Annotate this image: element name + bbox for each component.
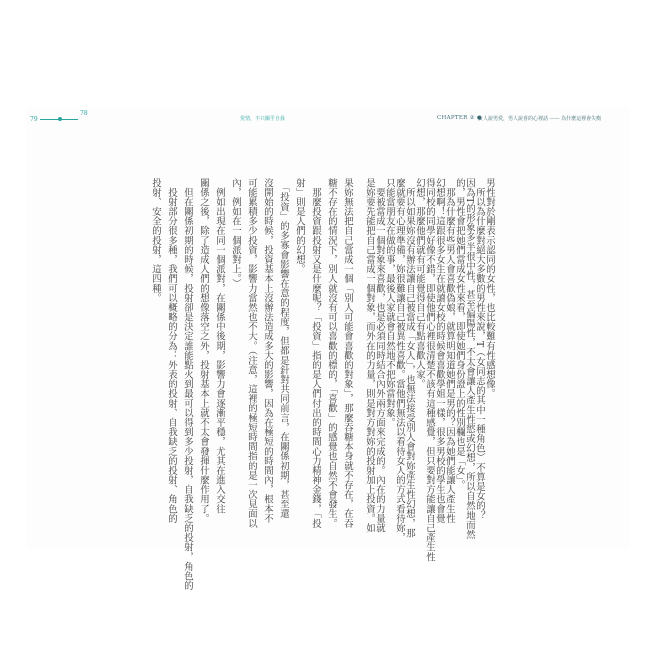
text-column: 幻想啊！這跟很多女生在就讀女校的時候會喜歡學姐一樣，很多男校的學生也會覺 bbox=[434, 178, 445, 524]
text-column: 的，男性會把她們當成女性來看，即使她們身份證上的性別欄也是「女」。 bbox=[454, 178, 465, 490]
text-column: 果妳無法把自己當成一個「別人可能會喜歡的對象」，那麼吞糖本身就不存在，在吞 bbox=[342, 178, 353, 529]
text-column: 關係之後，除了造成人們的想像落空之外，投射基本上就不太會發揮什麼作用了。 bbox=[198, 178, 209, 524]
left-page-number: 79 bbox=[30, 116, 38, 123]
left-running-title: 愛情，不只關乎自我 bbox=[240, 116, 286, 122]
text-column: 那麼投資跟投射又是什麼呢？「投資」指的是人們付出的時間心力精神金錢，「投 bbox=[310, 178, 321, 529]
chapter-label: CHAPTER ② ● bbox=[437, 115, 483, 121]
text-column: 所以為什麼對絕大多數的男性來說，T（女同志的其中一種角色）不算是女的？ bbox=[474, 178, 485, 521]
text-column: 要被當成一個對象來喜歡，也是必須同時結合內外兩方面來完成的。內在的力量就 bbox=[374, 178, 385, 533]
text-column: 沒開始的時候，投資基本上沒辦法造成多大的影響，因為在極短的時間內，根本不 bbox=[262, 178, 273, 524]
text-column: 得同校的同學好像不錯，即使他們心裡很清楚不該有這種感覺，但只要對方能讓自己產生性 bbox=[424, 178, 435, 562]
text-column: 因為T的形象多半很中性，甚至偏陽性，不太會讓人產生性慾或幻想，所以自然地而然 bbox=[464, 178, 475, 540]
text-column: 內，例如在一個派對上。） bbox=[230, 178, 241, 289]
text-column: 幻想，那麼他們就有可能覺得自己有點喜歡人家。 bbox=[414, 178, 425, 389]
text-column: 麼就要有心理準備，妳很難讓自己被異性喜歡。當他們無法以看待女人的方式看待妳， bbox=[394, 178, 405, 543]
text-column: 那為什麼有些男人會喜歡偽娘，就算明知道她們是男的？因為她們能讓人產生性 bbox=[444, 178, 455, 524]
text-column: 所以如果妳沒有辦法讓自己被當成「女人」，也無法接受別人會對妳產生性幻想，那 bbox=[404, 178, 415, 538]
text-column: 但在關係初期的時候，投射卻是決定誰能點火到最可以得到多少投射，自我缺乏的投射，角色的 bbox=[182, 178, 193, 591]
left-page-number-alt: 78 bbox=[80, 110, 88, 117]
text-column: 可能累積多少投資，影響力當然也不大。（注意，這裡的極短時間指的是一次見面以 bbox=[246, 178, 257, 529]
text-column: 投射、安全的投射，這四種。 bbox=[150, 178, 161, 303]
text-column: 糖不存在的情況下，別人就沒有可以喜歡的標的，「喜歡」的感覺也自然不會發生。 bbox=[326, 178, 337, 529]
text-column: 是妳要先能把自己當成一個對象，而外在的力量，則是對方對妳的投射加上投資。如 bbox=[364, 178, 375, 533]
text-column: 男性對於剛表示認同的女性，也比較難有性感想像。 bbox=[484, 178, 495, 399]
right-running-title: 女人說男愛，男人說喜的心裡話 —— 為什麼這裡會失衡 bbox=[478, 116, 602, 122]
left-page-body bbox=[150, 178, 353, 591]
text-column: 例如出現在同一個派對，在關係中後期，影響力會逐漸平穩，尤其在進入交往 bbox=[214, 178, 225, 514]
header-dot-icon bbox=[58, 117, 62, 121]
text-column: 只能當朋友在做的事，最後人家就會自然地不把妳當對象。 bbox=[384, 178, 395, 428]
text-column: 「投資」的多寡會影響在意的程度，但都是針對共同前言，在關係初期，甚至還 bbox=[278, 178, 289, 519]
text-column: 投射部分很多種，我們可以概略的分為：外表的投射、自我缺乏的投射、角色的 bbox=[166, 178, 177, 524]
right-page-body bbox=[364, 178, 495, 562]
text-column: 射」則是人們的幻想。 bbox=[294, 178, 305, 274]
